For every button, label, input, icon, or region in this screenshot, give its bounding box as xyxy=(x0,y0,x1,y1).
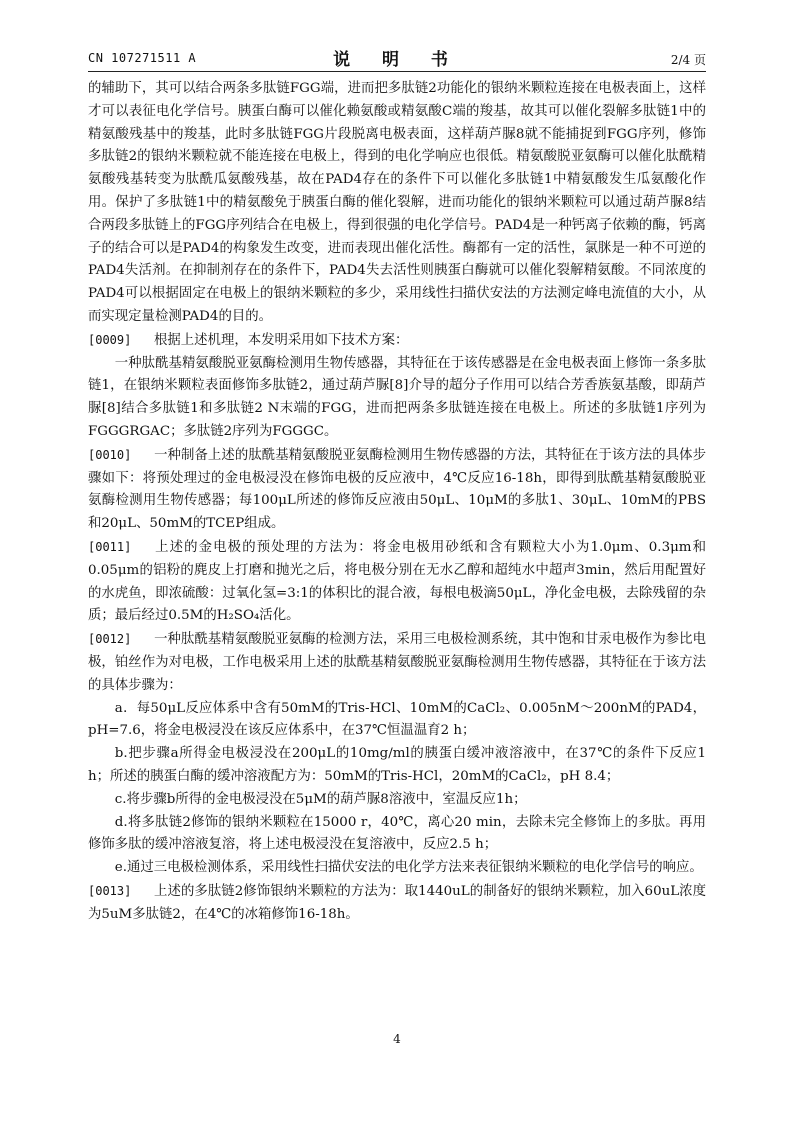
patent-number: CN 107271511 A xyxy=(88,51,197,65)
step-e: e.通过三电极检测体系，采用线性扫描伏安法的电化学方法来表征银纳米颗粒的电化学信号的响应。 xyxy=(114,860,703,876)
step-b: b.把步骤a所得金电极浸没在200μL的10mg/ml的胰蛋白缓冲液溶液中，在37℃的条件下反应1 h；所述的胰蛋白酶的缓冲溶液配方为：50mM的Tris-HCl，20mM的CaCl₂，pH 8.4； xyxy=(88,746,706,784)
page-indicator: 2/4 页 xyxy=(670,53,706,67)
document-body xyxy=(88,78,706,926)
paragraph-intro: 的辅助下，其可以结合两条多肽链FGG端，进而把多肽链2功能化的银纳米颗粒连接在电极表面上，这样才可以表征电化学信号。胰蛋白酶可以催化赖氨酸或精氨酸C端的羧基，故其可以催化裂解多肽链1中的精氨酸残基中的羧基，此时多肽链FGG片段脱离电极表面，这样葫芦脲8就不能捕捉到FGG序列，修饰多肽链2的银纳米颗粒就不能连接在电极上，得到的电化学响应也很低。精氨酸脱亚氨酶可以催化肽酰精氨酸残基转变为肽酰瓜氨酸残基，故在PAD4存在的条件下可以催化多肽链1中精氨酸发生瓜氨酸化作用。保护了多肽链1中的精氨酸免于胰蛋白酶的催化裂解，进而功能化的银纳米颗粒可以通过葫芦脲8结合两段多肽链上的FGG序列结合在电极上，得到很强的电化学信号。PAD4是一种钙离子依赖的酶，钙离子的结合可以是PAD4的构象发生改变，进而表现出催化活性。酶都有一定的活性，氯脒是一种不可逆的PAD4失活剂。在抑制剂存在的条件下，PAD4失去活性则胰蛋白酶就可以催化裂解精氨酸。不同浓度的PAD4可以根据固定在电极上的银纳米颗粒的多少，采用线性扫描伏安法的方法测定峰电流值的大小，从而实现定量检测PAD4的目的。 xyxy=(88,81,706,324)
paragraph-0013-text: 上述的多肽链2修饰银纳米颗粒的方法为：取1440uL的制备好的银纳米颗粒，加入60uL浓度为5uM多肽链2，在4℃的冰箱修饰16-18h。 xyxy=(88,883,706,922)
paragraph-0013 xyxy=(88,880,706,927)
step-a: a．每50μL反应体系中含有50mM的Tris-HCl、10mM的CaCl₂、0.005nM～200nM的PAD4，pH=7.6，将金电极浸没在该反应体系中，在37℃恒温温育2 h； xyxy=(88,700,706,739)
paragraph-0012 xyxy=(88,628,706,697)
paragraph-tag-0009: [0009] xyxy=(88,332,132,347)
page-number: 4 xyxy=(393,1032,401,1046)
paragraph-0012-text: 一种肽酰基精氨酸脱亚氨酶的检测方法，采用三电极检测系统，其中饱和甘汞电极作为参比电极，铂丝作为对电极，工作电极采用上述的肽酰基精氨酸脱亚氨酶检测用生物传感器，其特征在于该方法的具体步骤为： xyxy=(88,632,706,693)
paragraph-0010 xyxy=(88,444,706,536)
paragraph-tag-0010: [0010] xyxy=(88,447,132,462)
step-d: d.将多肽链2修饰的银纳米颗粒在15000 r，40℃，离心20 min，去除未完全修饰上的多肽。再用修饰多肽的缓冲溶液复溶，将上述电极浸没在复溶液中，反应2.5 h； xyxy=(88,814,706,853)
paragraph-tag-0011: [0011] xyxy=(88,539,132,554)
paragraph-tag-0012: [0012] xyxy=(88,632,132,647)
document-title: 说 明 书 xyxy=(333,50,461,70)
paragraph-0011-text: 上述的金电极的预处理的方法为：将金电极用砂纸和含有颗粒大小为1.0μm、0.3μm和0.05μm的铝粉的麂皮上打磨和抛光之后，将电极分别在无水乙醇和超纯水中超声3min，然后用配置好的水虎鱼，即浓硫酸：过氧化氢=3:1的体积比的混合液，每根电极滴50μL，净化金电极，去除残留的杂质；最后经过0.5M的H₂SO₄活化。 xyxy=(88,539,706,624)
step-c: c.将步骤b所得的金电极浸没在5μM的葫芦脲8溶液中，室温反应1h； xyxy=(114,791,527,807)
paragraph-0009-body: 一种肽酰基精氨酸脱亚氨酶检测用生物传感器，其特征在于该传感器是在金电极表面上修饰一条多肽链1，在银纳米颗粒表面修饰多肽链2，通过葫芦脲[8]介导的超分子作用可以结合芳香族氨基酸，即葫芦脲[8]结合多肽链1和多肽链2 N末端的FGG，进而把两条多肽链连接在电极上。所述的多肽链1序列为FGGGRGAC；多肽链2序列为FGGGC。 xyxy=(88,355,706,439)
page-header xyxy=(88,44,706,70)
paragraph-0009 xyxy=(88,329,706,353)
paragraph-tag-0013: [0013] xyxy=(88,883,132,898)
header-divider xyxy=(88,71,706,72)
paragraph-0011 xyxy=(88,536,706,628)
paragraph-0009-text: 根据上述机理，本发明采用如下技术方案： xyxy=(154,332,409,348)
paragraph-0010-text: 一种制备上述的肽酰基精氨酸脱亚氨酶检测用生物传感器的方法，其特征在于该方法的具体步骤如下：将预处理过的金电极浸没在修饰电极的反应液中，4℃反应16-18h，即得到肽酰基精氨酸脱亚氨酶检测用生物传感器；每100μL所述的修饰反应液由50μL、10μM的多肽1、30μL、10mM的PBS和20μL、50mM的TCEP组成。 xyxy=(88,447,706,532)
